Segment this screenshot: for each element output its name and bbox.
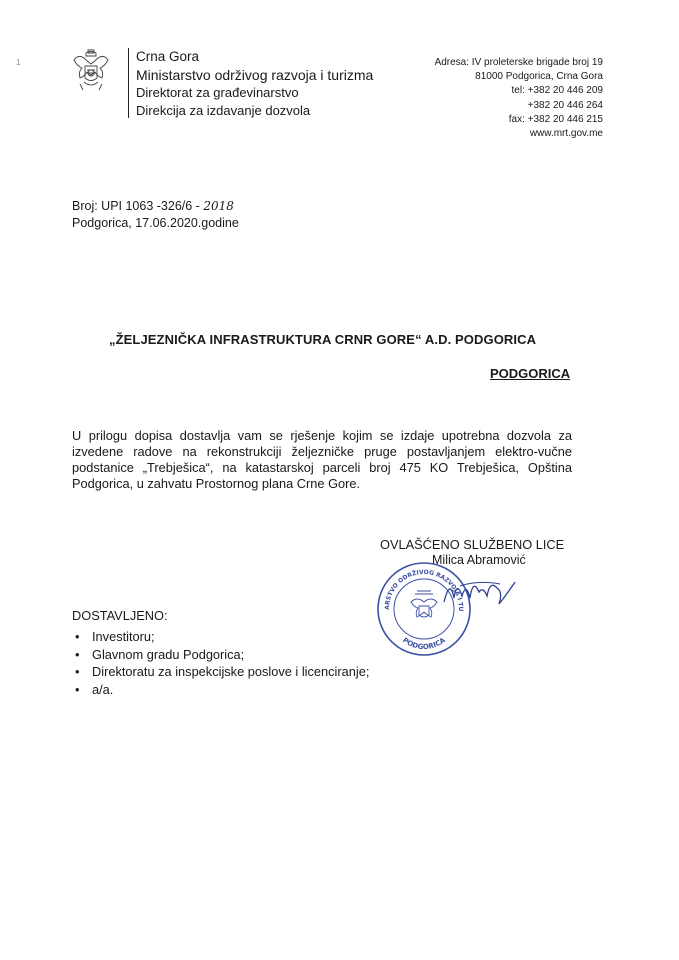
fax-line: fax: +382 20 446 215	[508, 113, 603, 125]
distribution-heading: DOSTAVLJENO:	[72, 608, 168, 623]
body-paragraph: U prilogu dopisa dostavlja vam se rješenje kojim se izdaje upotrebna dozvola za izvedene radove na rekonstrukciji željezničke pruge postavljanjem elektro-vučne podstanice „Trebješica“, na katastarskoj parceli broj 475 KO Trebješica, Opština Podgorica, u zahvatu Prostornog plana Crne Gore.	[72, 428, 572, 491]
svg-text:PODGORICA	[401, 636, 447, 651]
phone-line: +382 20 446 264	[527, 99, 603, 111]
org-line: Direktorat za građevinarstvo	[136, 85, 299, 100]
list-item: • Investitoru;	[75, 629, 155, 644]
coat-of-arms-icon	[66, 46, 116, 96]
stamp-text-top: ARSTVO ODRŽIVOG RAZVOJA I TU	[383, 568, 465, 612]
margin-mark: 1	[16, 58, 21, 67]
address-block	[435, 56, 603, 141]
website-link[interactable]: www.mrt.gov.me	[529, 128, 603, 140]
address-line: Adresa: IV proleterske brigade broj 19	[434, 57, 603, 68]
distribution-list	[72, 628, 369, 698]
recipient-name: „ŽELJEZNIČKA INFRASTRUKTURA CRNR GORE“ A.D. PODGORICA	[109, 332, 537, 347]
org-line: Direkcija za izdavanje dozvola	[136, 103, 311, 118]
signatory-name: Milica Abramović	[432, 553, 526, 567]
org-line: Crna Gora	[136, 49, 200, 64]
organization-block	[136, 48, 373, 120]
reference-number-handwritten: 2018	[203, 199, 234, 213]
stamp-emblem-icon	[411, 591, 437, 617]
bullet-icon: •	[75, 681, 80, 697]
bullet-icon: •	[75, 629, 80, 644]
address-line: 81000 Podgorica, Crna Gora	[475, 71, 603, 83]
reference-block	[72, 198, 239, 232]
handwritten-signature	[440, 572, 520, 612]
bullet-icon: •	[75, 664, 80, 679]
org-line: Ministarstvo održivog razvoja i turizma	[136, 67, 374, 83]
phone-line: tel: +382 20 446 209	[511, 85, 603, 97]
header-divider	[128, 48, 129, 118]
list-item: • Glavnom gradu Podgorica;	[75, 646, 245, 662]
bullet-icon: •	[75, 646, 80, 662]
list-item: • a/a.	[75, 681, 114, 697]
recipient-city: PODGORICA	[490, 366, 571, 381]
stamp-text-bottom: PODGORICA	[401, 636, 447, 652]
signatory-title: OVLAŠĆENO SLUŽBENO LICE	[380, 537, 565, 552]
list-item: • Direktoratu za inspekcijske poslove i licenciranje;	[75, 664, 370, 679]
reference-number: Broj: UPI 1063 -326/6 -	[72, 199, 200, 213]
reference-date: Podgorica, 17.06.2020.godine	[72, 216, 239, 230]
